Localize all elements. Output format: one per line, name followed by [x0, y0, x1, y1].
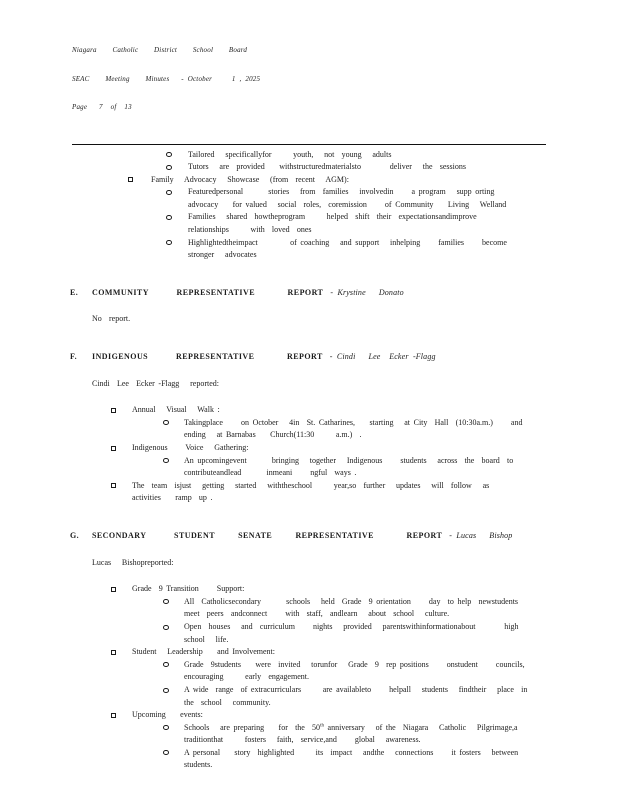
list-line — [0, 671, 618, 684]
line-text: Open houses and curriculum nights provided parentswithinformationabout high — [184, 621, 519, 631]
line-text: the school community. — [184, 697, 271, 707]
line-text: Schools are preparing for the 50 — [184, 722, 321, 732]
paragraph-line — [0, 378, 618, 391]
list-line — [0, 747, 618, 760]
line-text: anniversary of the Niagara Catholic Pilgrimage,a — [323, 722, 518, 732]
bullet-circle-icon — [163, 688, 169, 693]
line-text: The team isjust getting started withtheschool year,so further updates will follow as — [132, 480, 490, 490]
line-text: stronger advocates — [188, 250, 257, 260]
bullet-circle-icon — [163, 725, 169, 730]
bullet-square-icon — [111, 713, 116, 718]
list-line — [0, 722, 618, 735]
line-text: activities ramp up . — [132, 493, 213, 503]
list-line — [0, 417, 618, 430]
section-letter: E. — [70, 287, 79, 297]
list-line — [0, 709, 618, 722]
section-title: COMMUNITY REPRESENTATIVE REPORT — [92, 287, 324, 297]
line-text: Family Advocacy Showcase (from recent AGM): — [151, 174, 349, 184]
line-text: Families shared howtheprogram helped shift their expectationsandimprove — [188, 212, 477, 222]
paragraph-line — [0, 557, 618, 570]
presenter-name: - Cindi Lee Ecker -Flagg — [329, 352, 436, 362]
line-text: All Catholicsecondary schools held Grade 9 orientation day to help newstudents — [184, 596, 519, 606]
list-line — [0, 186, 618, 199]
section-letter: G. — [70, 530, 80, 540]
line-text: Highlightedtheimpact of coaching and support inhelping families become — [188, 237, 507, 247]
list-line — [0, 492, 618, 505]
bullet-circle-icon — [163, 458, 169, 463]
presenter-name: - Krystine Donato — [330, 287, 404, 297]
line-text: Takingplace on October 4in St. Catharines, starting at City Hall (10:30a.m.) and — [184, 417, 523, 427]
list-line — [0, 621, 618, 634]
list-line — [0, 249, 618, 262]
list-line — [0, 734, 618, 747]
list-line — [0, 455, 618, 468]
line-text: Grade 9students were invited torunfor Grade 9 rep positions onstudent councils, — [184, 659, 525, 669]
bullet-circle-icon — [166, 240, 172, 245]
list-line — [0, 404, 618, 417]
header-line-meeting: SEAC Meeting Minutes - October 1 , 2025 — [72, 74, 261, 83]
list-line — [0, 480, 618, 493]
ordinal-superscript: th — [320, 723, 324, 729]
paragraph-line — [0, 313, 618, 326]
line-text: ending at Barnabas Church(11:30 a.m.) . — [184, 430, 362, 440]
list-line — [0, 646, 618, 659]
bullet-circle-icon — [163, 625, 169, 630]
list-line — [0, 697, 618, 710]
header-line-page-number: Page 7 of 13 — [72, 103, 132, 111]
list-line — [0, 211, 618, 224]
section-heading — [0, 351, 618, 364]
line-text: students. — [184, 760, 213, 770]
line-text: A personal story highlighted its impact andthe connections it fosters between — [184, 747, 519, 757]
bullet-circle-icon — [166, 190, 172, 195]
bullet-circle-icon — [166, 215, 172, 220]
bullet-square-icon — [111, 408, 116, 413]
section-heading — [0, 287, 618, 300]
header-divider — [72, 144, 546, 145]
header-line-board: Niagara Catholic District School Board — [72, 46, 248, 54]
section-letter: F. — [70, 352, 78, 362]
list-line — [0, 174, 618, 187]
bullet-square-icon — [111, 587, 116, 592]
list-line — [0, 634, 618, 647]
line-text: Grade 9 Transition Support: — [132, 584, 245, 594]
line-text: No report. — [92, 314, 131, 324]
line-text: encouraging early engagement. — [184, 672, 309, 682]
bullet-circle-icon — [166, 152, 172, 157]
line-text: Tailored specificallyfor youth, not young adults — [188, 149, 392, 159]
line-text: school life. — [184, 634, 229, 644]
list-line — [0, 596, 618, 609]
line-text: Annual Visual Walk : — [132, 405, 220, 415]
list-line — [0, 684, 618, 697]
bullet-circle-icon — [163, 420, 169, 425]
line-text: advocacy for valued social roles, coremission of Community Living Welland — [188, 199, 507, 209]
list-line — [0, 161, 618, 174]
presenter-name: - Lucas Bishop — [449, 530, 513, 540]
list-line — [0, 224, 618, 237]
bullet-square-icon — [111, 650, 116, 655]
line-text: meet peers andconnect with staff, andlearn about school culture. — [184, 609, 450, 619]
line-text: Upcoming events: — [132, 710, 203, 720]
line-text: contributeandlead inmeani ngful ways . — [184, 468, 357, 478]
bullet-circle-icon — [163, 750, 169, 755]
list-line — [0, 442, 618, 455]
bullet-square-icon — [111, 446, 116, 451]
list-line — [0, 149, 618, 162]
line-text: relationships with loved ones — [188, 225, 312, 235]
line-text: Tutors are provided withstructuredmaterialsto deliver the sessions — [188, 162, 466, 172]
line-text: Student Leadership and Involvement: — [132, 647, 275, 657]
section-title: SECONDARY STUDENT SENATE REPRESENTATIVE REPORT — [92, 530, 443, 540]
bullet-square-icon — [111, 483, 116, 488]
list-line — [0, 429, 618, 442]
bullet-circle-icon — [163, 662, 169, 667]
list-line — [0, 237, 618, 250]
bullet-circle-icon — [163, 599, 169, 604]
line-text: Indigenous Voice Gathering: — [132, 443, 249, 452]
line-text: Lucas Bishopreported: — [92, 557, 174, 567]
bullet-circle-icon — [166, 165, 172, 170]
list-line — [0, 659, 618, 672]
section-title: INDIGENOUS REPRESENTATIVE REPORT — [92, 352, 323, 362]
list-line — [0, 199, 618, 212]
list-line — [0, 608, 618, 621]
line-text: Featuredpersonal stories from families involvedin a program supp orting — [188, 187, 495, 197]
list-line — [0, 759, 618, 772]
doc-body — [0, 149, 618, 773]
page-header — [72, 27, 618, 132]
list-line — [0, 467, 618, 480]
line-text: traditionthat fosters faith, service,and global awareness. — [184, 735, 421, 745]
bullet-square-icon — [128, 177, 133, 182]
section-heading — [0, 530, 618, 543]
line-text: A wide range of extracurriculars are availableto helpall students findtheir place in — [184, 684, 528, 694]
line-text: Cindi Lee Ecker -Flagg reported: — [92, 378, 219, 388]
list-line — [0, 583, 618, 596]
line-text: An upcomingevent bringing together Indigenous students across the board to — [184, 455, 514, 465]
